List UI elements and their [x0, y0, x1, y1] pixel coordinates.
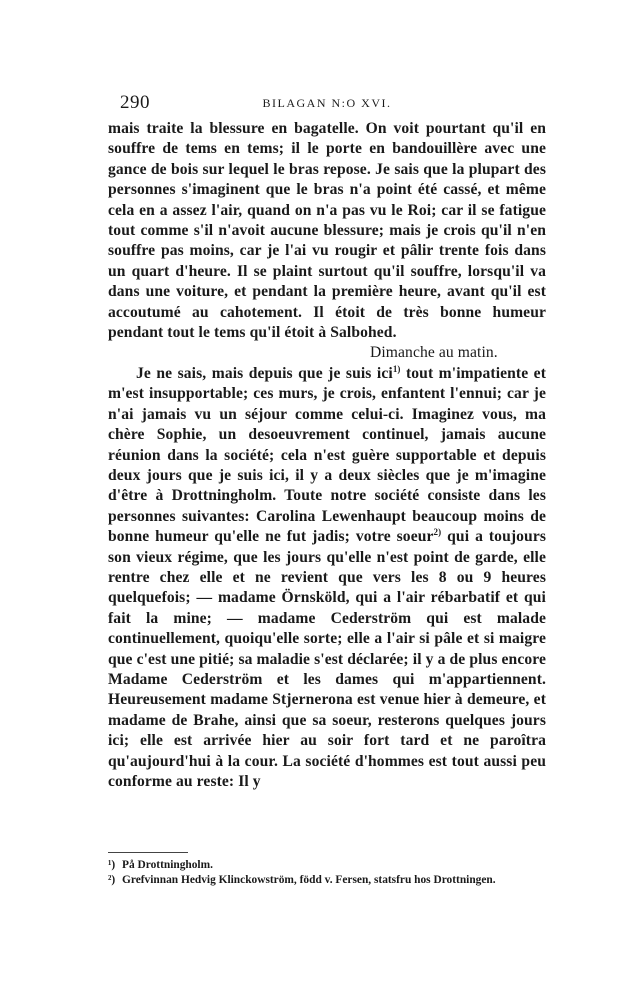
footnote-mark: ¹) — [108, 859, 116, 871]
footnote-2 — [108, 873, 546, 888]
footnote-divider — [108, 852, 188, 853]
page-number: 290 — [120, 92, 150, 113]
footnote-text: Grefvinnan Hedvig Klinckowström, född v. Fersen, statsfru hos Drottningen. — [122, 874, 496, 886]
paragraph-1: mais traite la blessure en bagatelle. On voit pourtant qu'il en souffre de tems en tems; il le porte en bandouillère avec une gance de bois sur lequel le bras repose. Je sais que la plupart des personnes s'imaginent que le bras n'a point été cassé, et même cela en a assez l'air, quand on n'a pas vu le Roi; car il se fatigue tout comme s'il n'avoit aucune blessure; mais je crois qu'il n'en souffre pas moins, car je l'ai vu rougir et pâlir trente fois dans un quart d'heure. Il se plaint surtout qu'il souffre, lorsqu'il va dans une voiture, et pendant la première heure, avant qu'il est accoutumé au cahotement. Il étoit de très bonne humeur pendant tout le tems qu'il étoit à Salbohed. — [108, 120, 546, 342]
dateline: Dimanche au matin. — [370, 344, 498, 362]
footnotes — [108, 858, 546, 888]
page-header — [108, 92, 546, 116]
paragraph-2-part-a: Je ne sais, mais depuis que je suis ici — [136, 364, 393, 382]
paragraph-2-part-b: tout m'impatiente et m'est insupportable; ces murs, je crois, enfantent l'ennui; car je n'ai jamais vu un séjour comme celui-ci. Imaginez vous, ma chère Sophie, un desoeuvrement continuel, jamais aucune réunion dans la société; cela n'est guère supportable et depuis deux jours que je suis ici, il y a deux siècles que je m'imagine d'être à Drottningholm. Toute notre société consiste dans les personnes suivantes: Carolina Lewenhaupt beaucoup moins de bonne humeur qu'elle ne fut jadis; votre soeur — [108, 364, 546, 546]
footnote-ref-2[interactable]: 2) — [433, 526, 442, 537]
main-text — [108, 119, 546, 792]
paragraph-2 — [108, 364, 546, 793]
running-head: BILAGAN N:O XVI. — [262, 96, 392, 110]
footnote-ref-1[interactable]: 1) — [392, 363, 401, 374]
footnote-1 — [108, 858, 546, 873]
footnote-mark: ²) — [108, 874, 116, 886]
paragraph-2-part-c: qui a toujours son vieux régime, que les jours qu'elle n'est point de garde, elle rentre chez elle et ne revient que vers les 8 ou 9 heures quelquefois; — madame Örnsköld, qui a l'air rébarbatif et qui fait la mine; — madame Cederström qui est malade continuellement, quoiqu'elle sorte; elle a l'air si pâle et si maigre que c'est une pitié; sa maladie s'est déclarée; il y a de plus encore Madame Cederström et les dames qui m'appartiennent. Heureusement madame Stjernerona est venue hier à demeure, et madame de Brahe, ainsi que sa soeur, resterons quelques jours ici; elle est arrivée hier au soir fort tard et ne paroîtra qu'aujourd'hui à la cour. La société d'hommes est tout aussi peu conforme au reste: Il y — [108, 528, 547, 790]
footnote-text: På Drottningholm. — [122, 859, 213, 871]
